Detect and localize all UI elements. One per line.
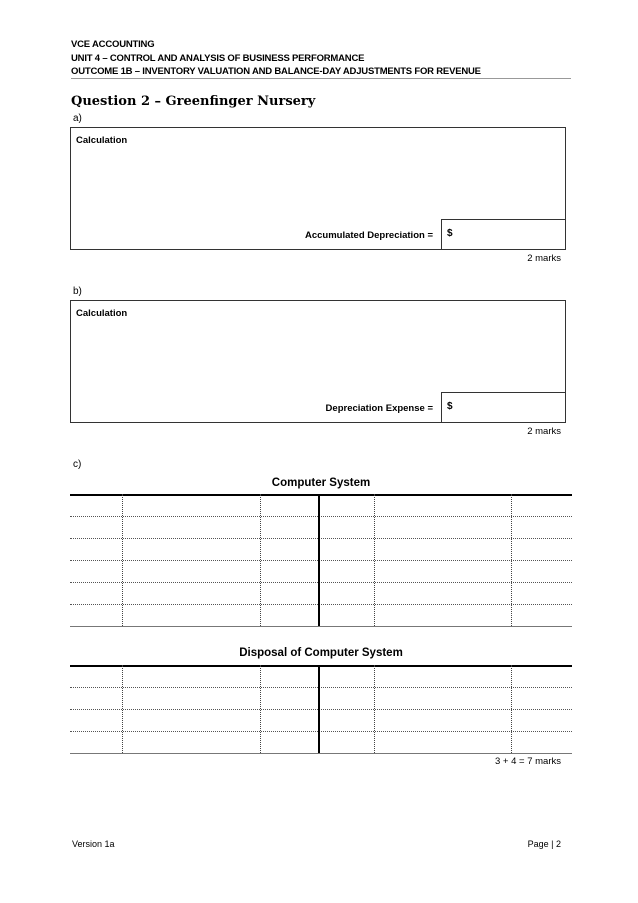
header-rule [71,78,571,79]
part-a-answer-label: Accumulated Depreciation = [304,230,433,241]
part-c-marks: 3 + 4 = 7 marks [494,756,561,767]
ledger-row-line [70,582,572,583]
ledger-row-line [70,687,572,688]
ledger-row-line [70,560,572,561]
part-a-calculation-label: Calculation [76,135,128,146]
part-b-dollar-sign: $ [447,401,453,412]
ledger-row-line [70,626,572,627]
header-unit: UNIT 4 – CONTROL AND ANALYSIS OF BUSINESS PERFORMANCE [71,53,365,64]
footer-version: Version 1a [72,839,115,849]
ledger-column-line [260,494,261,626]
ledger-column-line [511,494,512,626]
ledger-row-line [70,709,572,710]
ledger-top-rule [70,494,572,496]
ledger-row-line [70,731,572,732]
part-a-dollar-sign: $ [447,228,453,239]
question-title: Question 2 – Greenfinger Nursery [71,94,316,109]
part-a-marks: 2 marks [527,253,561,264]
part-a-calculation-box[interactable] [70,127,566,250]
ledger-row-line [70,516,572,517]
ledger-disposal-title: Disposal of Computer System [239,647,403,659]
part-b-marks: 2 marks [527,426,561,437]
ledger-divider [318,665,320,753]
ledger-disposal-computer-system[interactable] [70,665,572,753]
part-b-calculation-box[interactable] [70,300,566,423]
part-a-label: a) [73,113,82,124]
ledger-row-line [70,604,572,605]
part-b-calculation-label: Calculation [76,308,128,319]
ledger-computer-system[interactable] [70,494,572,626]
part-a-answer-field[interactable] [441,219,565,249]
part-b-answer-field[interactable] [441,392,565,422]
ledger-top-rule [70,665,572,667]
ledger-divider [318,494,320,626]
ledger-column-line [260,665,261,753]
part-b-label: b) [73,286,82,297]
header-subject: VCE ACCOUNTING [71,39,155,50]
ledger-row-line [70,538,572,539]
ledger-column-line [374,494,375,626]
ledger-row-line [70,753,572,754]
part-b-answer-label: Depreciation Expense = [325,403,433,414]
footer-page-number: Page | 2 [527,839,561,849]
ledger-column-line [122,665,123,753]
ledger-column-line [374,665,375,753]
header-outcome: OUTCOME 1B – INVENTORY VALUATION AND BALANCE-DAY ADJUSTMENTS FOR REVENUE [71,66,481,77]
ledger-computer-system-title: Computer System [271,477,371,489]
ledger-column-line [511,665,512,753]
part-c-label: c) [73,459,82,470]
ledger-column-line [122,494,123,626]
